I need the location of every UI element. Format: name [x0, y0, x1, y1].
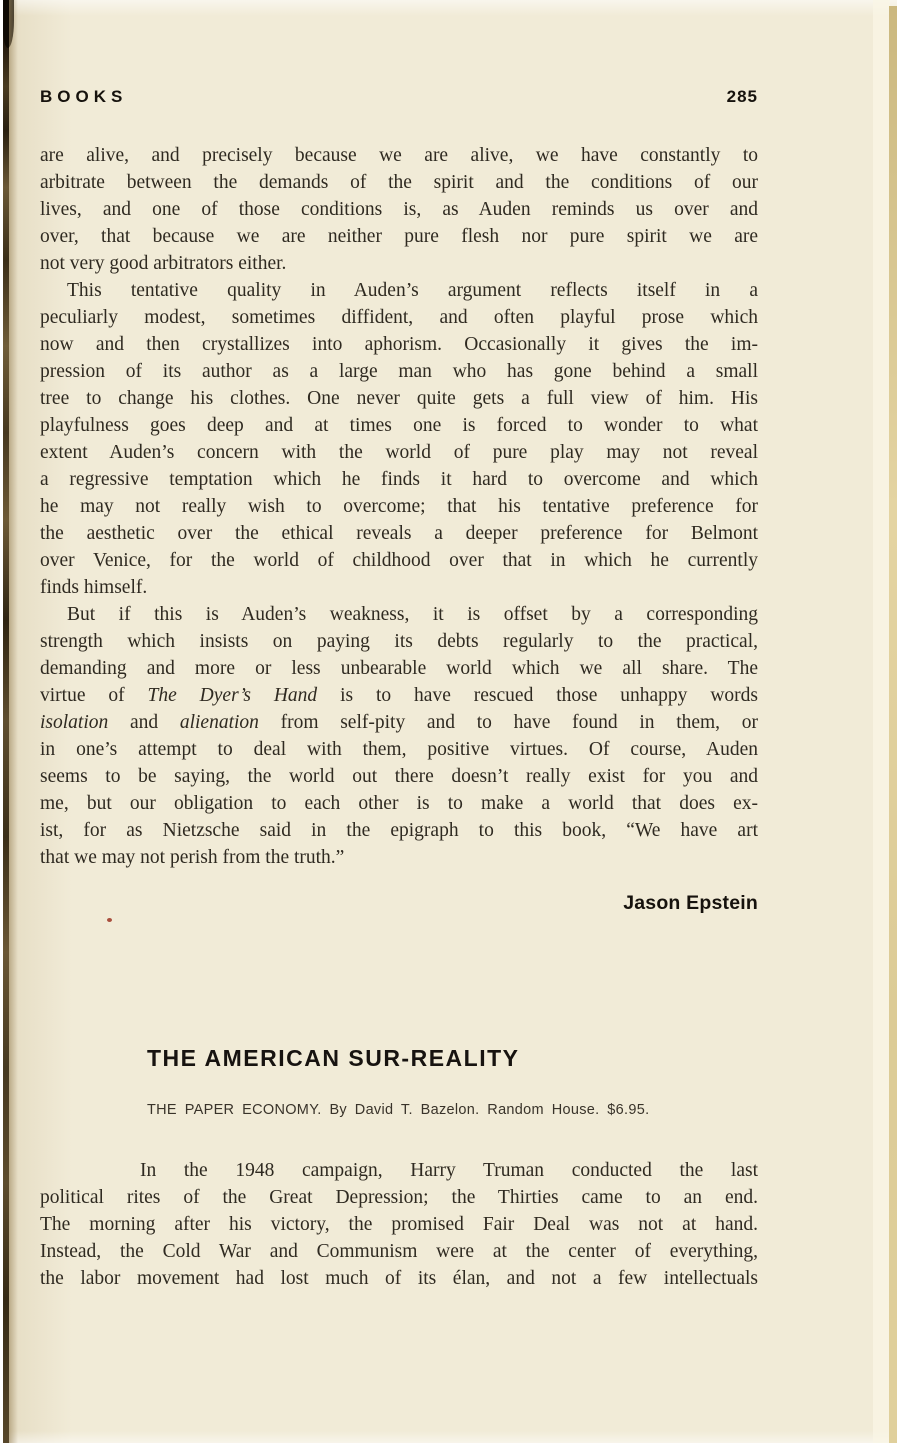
text-line: the aesthetic over the ethical reveals a deeper preference for Belmont [40, 523, 758, 544]
review-body [40, 1157, 758, 1292]
text-line: In the 1948 campaign, Harry Truman conducted the last [140, 1160, 758, 1181]
text-line: Instead, the Cold War and Communism were at the center of everything, [40, 1241, 758, 1262]
text-line: The morning after his victory, the promised Fair Deal was not at hand. [40, 1214, 758, 1235]
paragraph [40, 601, 758, 871]
section-label: BOOKS [40, 87, 128, 106]
text-line: tree to change his clothes. One never quite gets a full view of him. His [40, 388, 758, 409]
review-article-auden [40, 86, 758, 916]
article-title: THE AMERICAN SUR-REALITY [147, 1045, 520, 1071]
text-line: pression of its author as a large man who has gone behind a small [40, 361, 758, 382]
text-line: virtue of The Dyer’s Hand is to have rescued those unhappy words [40, 685, 758, 706]
text-line: finds himself. [40, 577, 148, 598]
text-line: in one’s attempt to deal with them, positive virtues. Of course, Auden [40, 739, 758, 760]
text-line: ist, for as Nietzsche said in the epigraph to this book, “We have art [40, 820, 758, 841]
review-article-paper-economy [40, 1045, 758, 1292]
page-number: 285 [726, 87, 758, 106]
paragraph [40, 277, 758, 601]
text-line: seems to be saying, the world out there doesn’t really exist for you and [40, 766, 758, 787]
running-header [40, 86, 758, 108]
page-edge-highlight [873, 0, 890, 1443]
text-line: he may not really wish to overcome; that his tentative preference for [40, 496, 758, 517]
text-line: isolation and alienation from self-pity and to have found in them, or [40, 712, 759, 733]
text-line: But if this is Auden’s weakness, it is offset by a corresponding [67, 604, 758, 625]
text-line: me, but our obligation to each other is to make a world that does ex- [40, 793, 758, 814]
text-line: This tentative quality in Auden’s argument reflects itself in a [67, 280, 758, 301]
book-binding-edge [0, 0, 26, 1443]
paragraph [40, 1157, 758, 1292]
text-line: the labor movement had lost much of its élan, and not a few intellectuals [40, 1268, 758, 1289]
text-line: extent Auden’s concern with the world of pure play may not reveal [40, 442, 758, 463]
text-line: a regressive temptation which he finds it hard to overcome and which [40, 469, 758, 490]
paragraph [40, 142, 758, 277]
byline: Jason Epstein [623, 892, 758, 914]
text-line: political rites of the Great Depression; the Thirties came to an end. [40, 1187, 758, 1208]
text-line: strength which insists on paying its debts regularly to the practical, [40, 631, 758, 652]
ink-dot [107, 918, 112, 922]
review-body [40, 142, 758, 871]
text-line: arbitrate between the demands of the spirit and the conditions of our [40, 172, 758, 193]
text-line: over, that because we are neither pure flesh nor pure spirit we are [40, 226, 758, 247]
text-line: peculiarly modest, sometimes diffident, and often playful prose which [40, 307, 758, 328]
book-citation: THE PAPER ECONOMY. By David T. Bazelon. Random House. $6.95. [147, 1102, 650, 1118]
text-line: lives, and one of those conditions is, as Auden reminds us over and [40, 199, 758, 220]
text-line: now and then crystallizes into aphorism. Occasionally it gives the im- [40, 334, 758, 355]
text-line: demanding and more or less unbearable world which we all share. The [40, 658, 758, 679]
text-line: are alive, and precisely because we are alive, we have constantly to [40, 145, 758, 166]
binding-soft-shadow [9, 0, 18, 1443]
text-line: that we may not perish from the truth.” [40, 847, 345, 868]
text-line: playfulness goes deep and at times one is forced to wonder to what [40, 415, 758, 436]
page-edge-right [889, 6, 897, 1443]
text-line: over Venice, for the world of childhood over that in which he currently [40, 550, 758, 571]
text-line: not very good arbitrators either. [40, 253, 287, 274]
